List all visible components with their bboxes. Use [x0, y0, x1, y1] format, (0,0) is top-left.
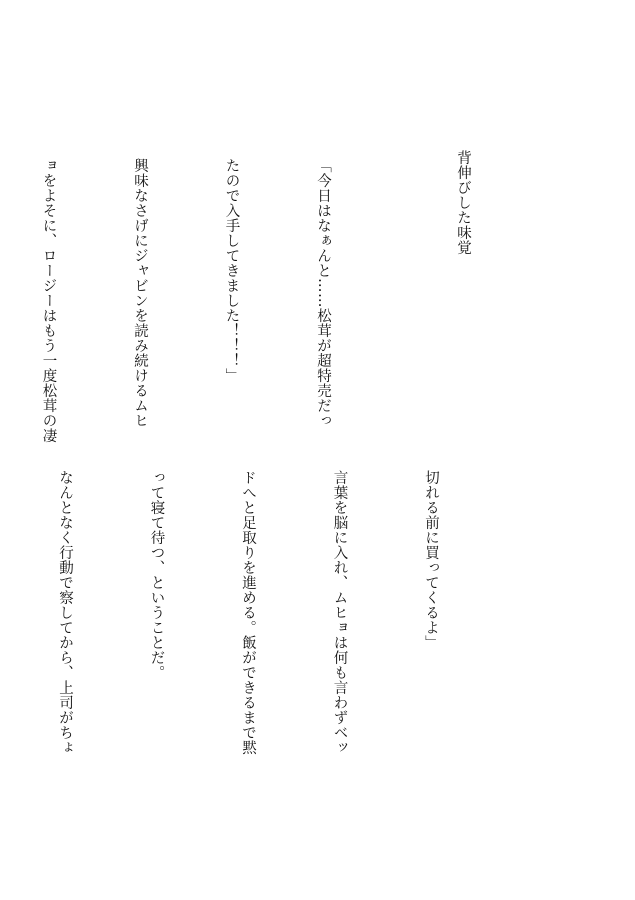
text-line: ドへと足取りを進める。飯ができるまで黙 [240, 470, 256, 755]
chapter-title: 背伸びした味覚 [455, 150, 471, 255]
text-line: ョをよそに、ロージーはもう一度松茸の凄 [40, 158, 57, 443]
text-line: 「今日はなぁんと……松茸が超特売だっ [315, 158, 331, 428]
text-line: って寝て待つ、ということだ。 [148, 470, 165, 680]
upper-text-block [0, 158, 399, 458]
text-line: なんとなく行動で察してから、上司がちょ [57, 470, 73, 755]
text-line: たので入手してきました！！！」 [223, 158, 240, 383]
text-line: 切れる前に買ってくるよ」 [423, 470, 439, 650]
lower-text-block [0, 470, 507, 780]
text-line: 言葉を脳に入れ、ムヒョは何も言わずベッ [331, 470, 348, 755]
text-line: 興味なさげにジャビンを読み続けるムヒ [132, 158, 148, 428]
